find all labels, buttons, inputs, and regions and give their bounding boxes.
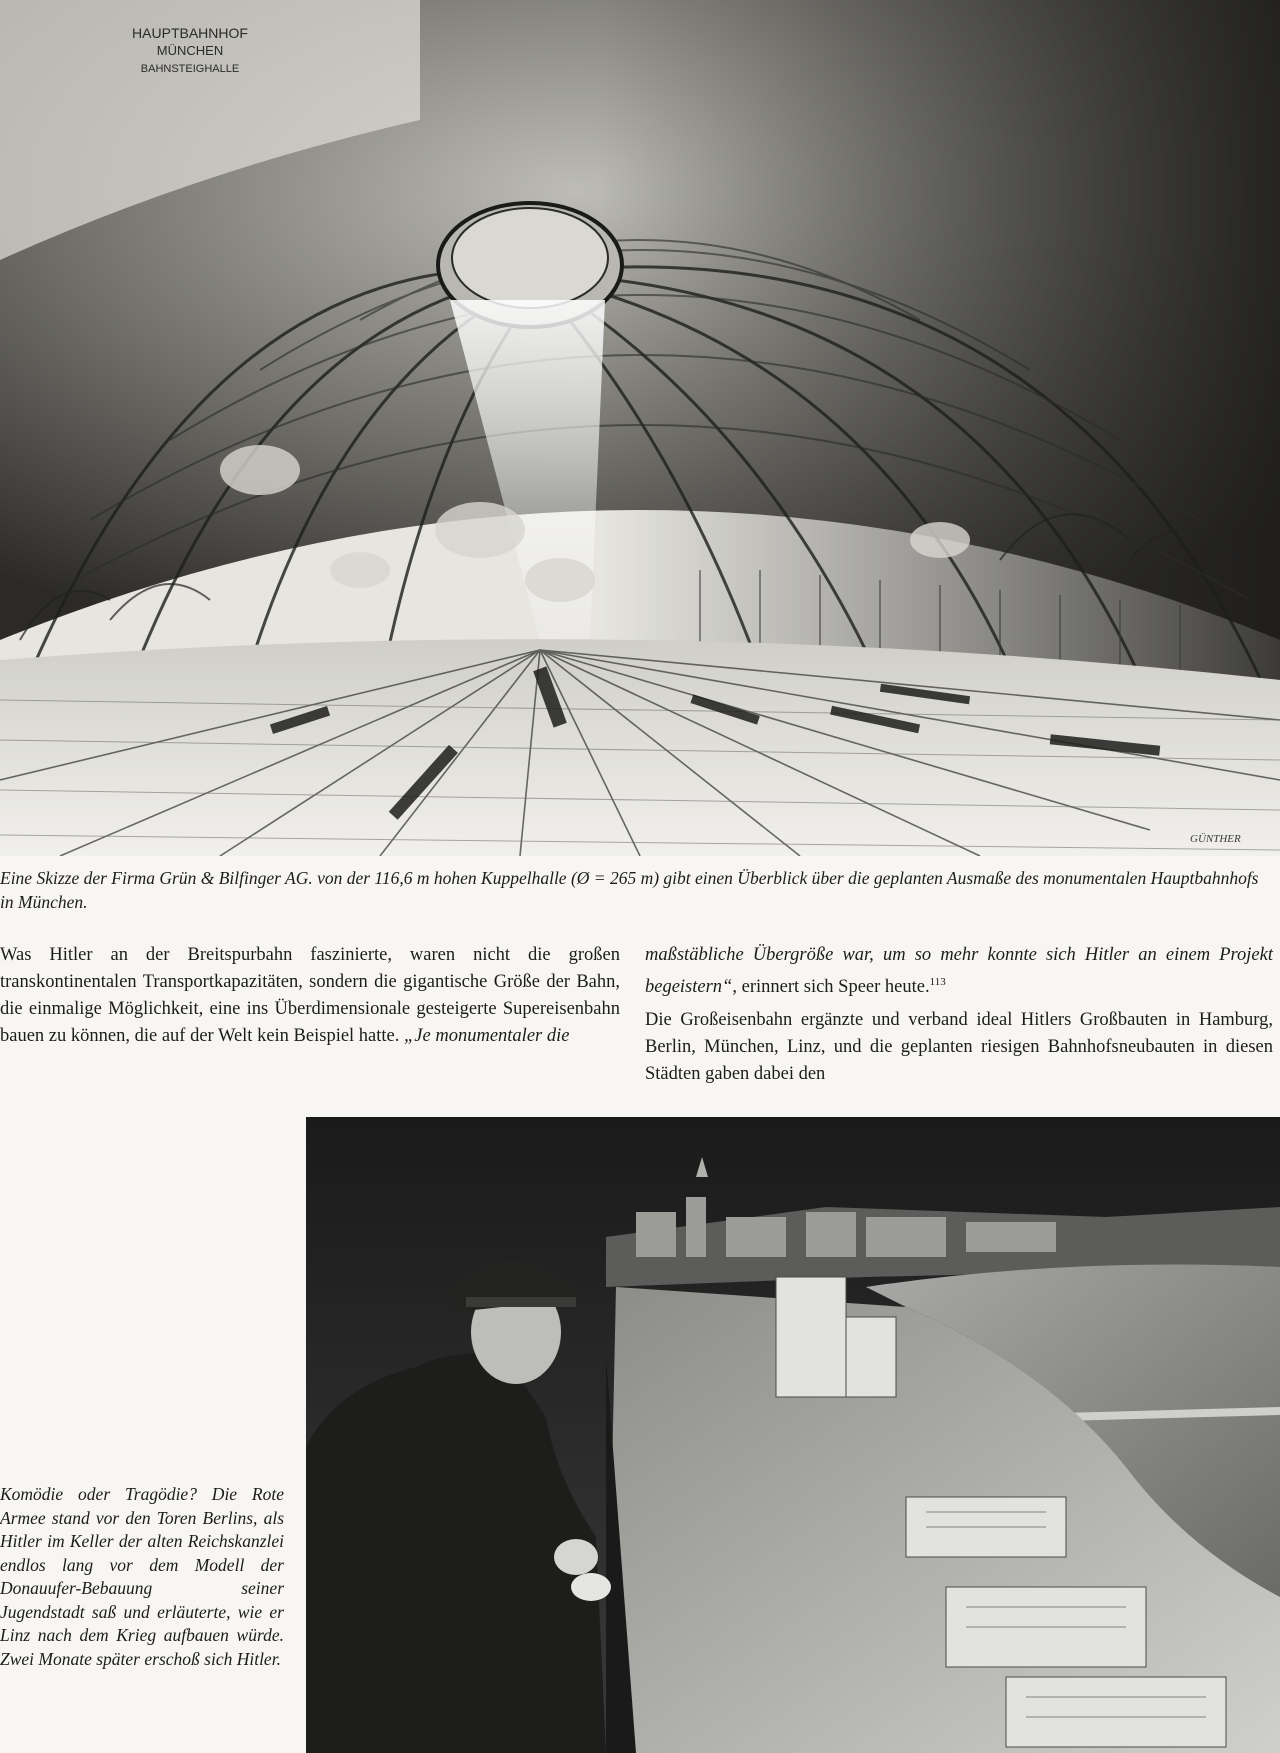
inscription-line-2: MÜNCHEN bbox=[156, 43, 224, 58]
left-quote: „Je monumentaler die bbox=[399, 1026, 570, 1046]
left-paragraph bbox=[0, 942, 620, 1050]
right-column bbox=[645, 942, 1273, 1094]
body-text bbox=[0, 942, 1280, 1092]
right-after-quote: , erinnert sich Speer heute. bbox=[732, 977, 930, 998]
inscription-line-3: BAHNSTEIGHALLE bbox=[140, 63, 240, 75]
sketch-caption: Eine Skizze der Firma Grün & Bilfinger AG. von der 116,6 m hohen Kuppelhalle (Ø = 265 m) gibt einen Überblick über die geplanten Ausmaße des monumentalen Hauptbahnhofs in München. bbox=[0, 868, 1259, 912]
left-column bbox=[0, 942, 620, 1056]
left-text: Was Hitler an der Breitspurbahn faszinierte, waren nicht die großen transkontinentalen Transportkapazitäten, sondern die gigantische Größe der Bahn, die einmalige Möglichkeit, eine ins Überdimensionale gesteigerte Supereisenbahn bauen zu können, die auf der Welt kein Beispiel hatte. bbox=[0, 945, 620, 1046]
right-paragraph-1 bbox=[645, 942, 1273, 1001]
footnote-ref: 113 bbox=[929, 976, 946, 988]
photo-caption: Komödie oder Tragödie? Die Rote Armee stand vor den Toren Berlins, als Hitler im Keller der alten Reichskanzlei endlos lang vor dem Modell der Donauufer-Bebauung seiner Jugendstadt saß und erläuterte, wie er Linz nach dem Krieg aufbauen würde. Zwei Monate später erschoß sich Hitler. bbox=[0, 1484, 284, 1669]
inscription-line-1: HAUPTBAHNHOF bbox=[132, 25, 248, 41]
right-quote: maßstäbliche Übergröße war, um so mehr konnte sich Hitler an einem Projekt begeistern“ bbox=[645, 945, 1273, 998]
sketch-signature: GÜNTHER bbox=[1190, 833, 1241, 845]
dome-hall-sketch bbox=[0, 0, 1280, 856]
linz-model-photo bbox=[306, 1117, 1280, 1753]
right-paragraph-2: Die Großeisenbahn ergänzte und verband ideal Hitlers Großbauten in Hamburg, Berlin, München, Linz, und die geplanten riesigen Bahnhofsneubauten in diesen Städten gaben dabei den bbox=[645, 1010, 1273, 1085]
